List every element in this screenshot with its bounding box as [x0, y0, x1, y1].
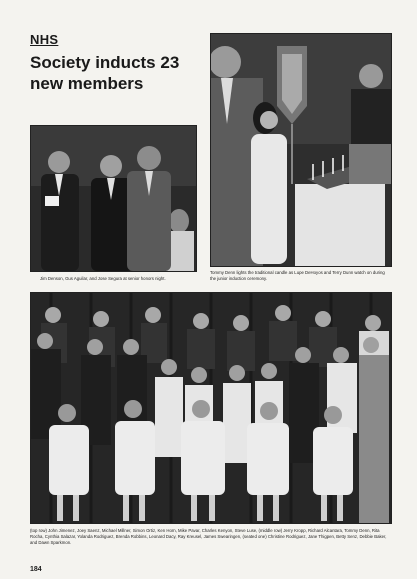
photo-group-members [30, 292, 392, 524]
photo-senior-honors-night [30, 125, 197, 272]
caption-photo-candle-ceremony: Tommy Denn lights the traditional candle as Lupe DeHoyos and Terry Dunn watch on during the junior induction ceremony. [210, 270, 385, 281]
section-label: NHS [30, 32, 59, 47]
page-number: 184 [30, 566, 42, 573]
caption-photo-senior-honors: Jim Denson, Gus Aguilar, and Jose Segura at senior honors night. [40, 276, 166, 281]
caption-group-photo: (top row) John Jimenez, Joey Saenz, Michael Millner, Simon Ortiz, Ken Horn, Mike Pavar, Charles Kenyon, Steve Luse, (middle row) Jerry Kropp, Richard Alcantara, Tommy Denn, Rita Rocha, Cynthia Salazar, Yolanda Rodriguez, Brenda Robbins, Leonard Dacy, Ray Kreusel, James Swearingen, (seated one) Christine Rodriguez, Jane Thigpen, Betty Senz, Debbie Baker, and Dawn Sparkmon. [30, 528, 387, 545]
photo-candle-ceremony [210, 33, 392, 267]
page-headline: Society inducts 23 new members [30, 53, 180, 93]
